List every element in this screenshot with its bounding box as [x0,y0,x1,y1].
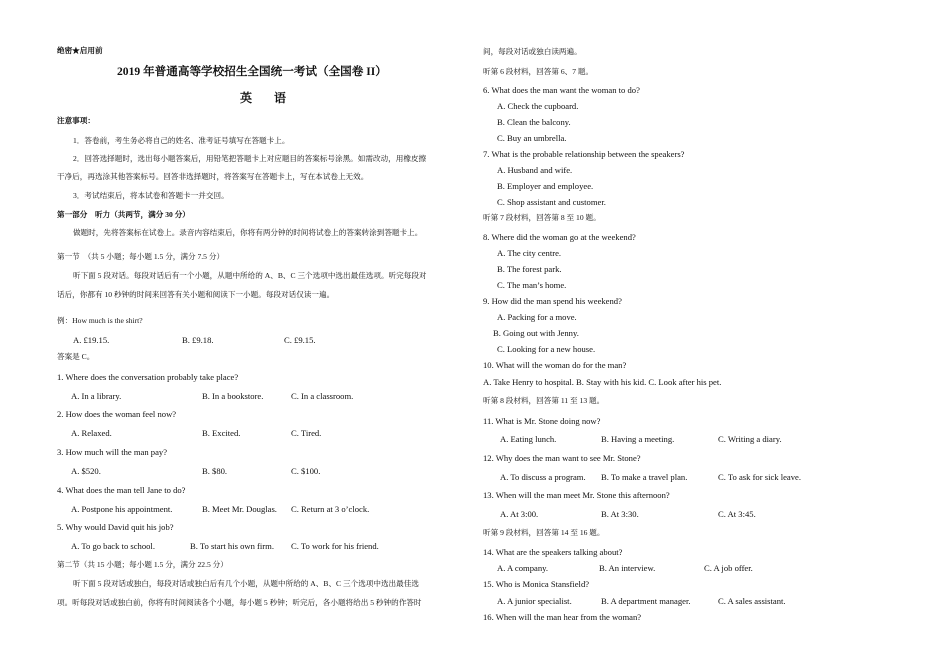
question-3: 3. How much will the man pay? [57,447,168,457]
q13-option-b: B. At 3:30. [601,509,639,519]
q2-option-c: C. Tired. [291,428,322,438]
q13-option-c: C. At 3:45. [718,509,756,519]
material-7-label: 听第 7 段材料，回答第 8 至 10 题。 [483,213,601,222]
q8-option-b: B. The forest park. [497,264,562,274]
material-6-label: 听第 6 段材料，回答第 6、7 题。 [483,67,594,76]
question-14: 14. What are the speakers talking about? [483,547,623,557]
material-8-label: 听第 8 段材料，回答第 11 至 13 题。 [483,396,605,405]
q1-option-b: B. In a bookstore. [202,391,264,401]
q12-option-a: A. To discuss a program. [500,472,586,482]
q7-option-c: C. Shop assistant and customer. [497,197,606,207]
part1-heading: 第一部分 听力（共两节，满分 30 分） [57,210,190,219]
sec1-heading: 第一节 （共 5 小题；每小题 1.5 分，满分 7.5 分） [57,252,225,261]
question-15: 15. Who is Monica Stansfield? [483,579,590,589]
sec1-intro-2: 话后，你都有 10 秒钟的时间来回答有关小题和阅读下一小题。每段对话仅读一遍。 [57,290,335,299]
question-16: 16. When will the man hear from the woman? [483,612,642,622]
q1-option-a: A. In a library. [71,391,122,401]
sec2-heading: 第二节（共 15 小题；每小题 1.5 分，满分 22.5 分） [57,560,228,569]
q5-option-a: A. To go back to school. [71,541,155,551]
q4-option-c: C. Return at 3 o’clock. [291,504,370,514]
example-question: 例：How much is the shirt? [57,316,143,325]
q2-option-b: B. Excited. [202,428,241,438]
q8-option-a: A. The city centre. [497,248,562,258]
sec1-intro-1: 听下面 5 段对话。每段对话后有一个小题，从题中所给的 A、B、C 三个选项中选出最佳选项。听完每段对 [73,271,427,280]
q12-option-b: B. To make a travel plan. [601,472,688,482]
note-2-cont: 干净后，再选涂其他答案标号。回答非选择题时，将答案写在答题卡上，写在本试卷上无效。 [57,172,369,181]
question-13: 13. When will the man meet Mr. Stone this afternoon? [483,490,670,500]
q3-option-c: C. $100. [291,466,321,476]
example-option-b: B. £9.18. [182,335,214,345]
note-1: 1．答卷前，考生务必将自己的姓名、准考证号填写在答题卡上。 [73,136,290,145]
q11-option-b: B. Having a meeting. [601,434,675,444]
q10-options: A. Take Henry to hospital. B. Stay with his kid. C. Look after his pet. [483,377,722,387]
sec2-intro-2: 项。听每段对话或独白前，你将有时间阅读各个小题，每小题 5 秒钟；听完后，各小题将给出 5 秒钟的作答时 [57,598,422,607]
q11-option-c: C. Writing a diary. [718,434,782,444]
part1-intro: 做题时，先将答案标在试卷上。录音内容结束后，你将有两分钟的时间将试卷上的答案转涂到答题卡上。 [73,228,423,237]
q4-option-a: A. Postpone his appointment. [71,504,173,514]
q15-option-c: C. A sales assistant. [718,596,786,606]
notes-heading: 注意事项： [57,116,95,125]
exam-title: 2019 年普通高等学校招生全国统一考试（全国卷 II） [117,65,387,78]
q4-option-b: B. Meet Mr. Douglas. [202,504,277,514]
subject-title: 英语 [240,91,309,105]
question-2: 2. How does the woman feel now? [57,409,177,419]
example-option-c: C. £9.15. [284,335,316,345]
question-4: 4. What does the man tell Jane to do? [57,485,186,495]
q5-option-c: C. To work for his friend. [291,541,379,551]
question-9: 9. How did the man spend his weekend? [483,296,622,306]
q14-option-b: B. An interview. [599,563,656,573]
question-8: 8. Where did the woman go at the weekend? [483,232,636,242]
question-5: 5. Why would David quit his job? [57,522,174,532]
note-2: 2．回答选择题时，选出每小题答案后，用铅笔把答题卡上对应题目的答案标号涂黑。如需改动，用橡皮擦 [73,154,427,163]
question-11: 11. What is Mr. Stone doing now? [483,416,601,426]
q8-option-c: C. The man’s home. [497,280,567,290]
q15-option-a: A. A junior specialist. [497,596,572,606]
question-10: 10. What will the woman do for the man? [483,360,627,370]
q9-option-c: C. Looking for a new house. [497,344,596,354]
q12-option-c: C. To ask for sick leave. [718,472,802,482]
q3-option-b: B. $80. [202,466,228,476]
secret-label: 绝密★启用前 [57,46,103,55]
q9-option-a: A. Packing for a move. [497,312,577,322]
q6-option-c: C. Buy an umbrella. [497,133,567,143]
question-12: 12. Why does the man want to see Mr. Stone? [483,453,641,463]
note-3: 3．考试结束后，将本试卷和答题卡一并交回。 [73,191,229,200]
q9-option-b: B. Going out with Jenny. [493,328,579,338]
q1-option-c: C. In a classroom. [291,391,354,401]
question-6: 6. What does the man want the woman to do? [483,85,640,95]
question-7: 7. What is the probable relationship between the speakers? [483,149,685,159]
q14-option-c: C. A job offer. [704,563,753,573]
q15-option-b: B. A department manager. [601,596,691,606]
example-option-a: A. £19.15. [73,335,110,345]
q5-option-b: B. To start his own firm. [190,541,274,551]
q3-option-a: A. $520. [71,466,101,476]
q11-option-a: A. Eating lunch. [500,434,557,444]
example-answer: 答案是 C。 [57,352,95,361]
q7-option-a: A. Husband and wife. [497,165,573,175]
q2-option-a: A. Relaxed. [71,428,112,438]
sec2-intro-1: 听下面 5 段对话或独白，每段对话或独白后有几个小题，从题中所给的 A、B、C 三个选项中选出最佳选 [73,579,419,588]
q14-option-a: A. A company. [497,563,548,573]
q7-option-b: B. Employer and employee. [497,181,594,191]
q13-option-a: A. At 3:00. [500,509,539,519]
question-1: 1. Where does the conversation probably take place? [57,372,239,382]
sec2-intro-cont: 间，每段对话或独白读两遍。 [483,47,582,56]
q6-option-a: A. Check the cupboard. [497,101,579,111]
material-9-label: 听第 9 段材料，回答第 14 至 16 题。 [483,528,605,537]
q6-option-b: B. Clean the balcony. [497,117,571,127]
